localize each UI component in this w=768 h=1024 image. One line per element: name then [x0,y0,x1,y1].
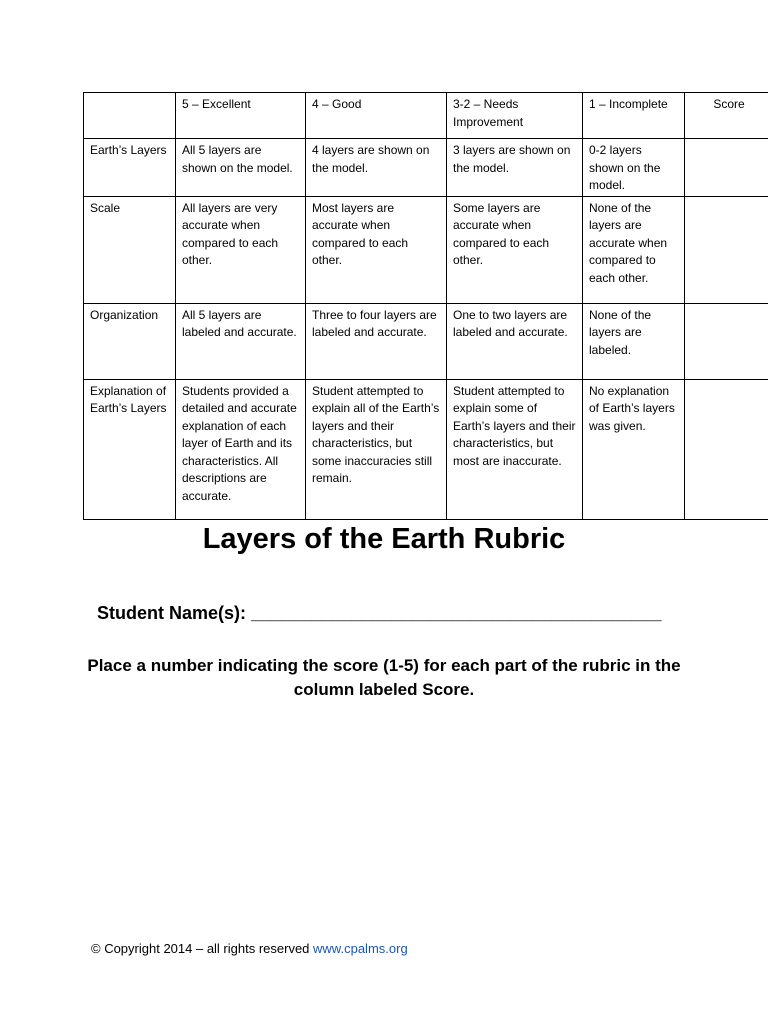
rubric-cell: Three to four layers are labeled and accurate. [306,303,447,379]
footer [91,941,408,956]
criterion-cell: Earth’s Layers [84,139,176,197]
criterion-cell: Explanation of Earth’s Layers [84,379,176,519]
table-row [84,139,768,197]
page-title: Layers of the Earth Rubric [202,523,566,555]
header-needs-improvement: 3-2 – Needs Improvement [447,93,583,139]
rubric-cell: Most layers are accurate when compared to each other. [306,196,447,303]
student-name-label: Student Name(s): _________________________________________ [97,603,662,623]
score-cell[interactable] [685,303,768,379]
rubric-cell: All 5 layers are labeled and accurate. [176,303,306,379]
cpalms-link[interactable]: www.cpalms.org [313,941,408,956]
instructions-text: Place a number indicating the score (1-5) for each part of the rubric in the column labeled Score. [87,656,681,699]
rubric-cell: 4 layers are shown on the model. [306,139,447,197]
rubric-cell: All layers are very accurate when compared to each other. [176,196,306,303]
rubric-cell: No explanation of Earth’s layers was given. [583,379,685,519]
rubric-cell: Students provided a detailed and accurate explanation of each layer of Earth and its characteristics. All descriptions are accurate. [176,379,306,519]
table-row [84,379,768,519]
rubric-cell: None of the layers are accurate when compared to each other. [583,196,685,303]
header-row [84,93,768,139]
criterion-cell: Organization [84,303,176,379]
score-cell[interactable] [685,196,768,303]
rubric-cell: None of the layers are labeled. [583,303,685,379]
rubric-cell: One to two layers are labeled and accurate. [447,303,583,379]
table-row [84,196,768,303]
copyright-text: © Copyright 2014 – all rights reserved [91,941,314,956]
header-incomplete: 1 – Incomplete [583,93,685,139]
header-good: 4 – Good [306,93,447,139]
rubric-cell: 0-2 layers shown on the model. [583,139,685,197]
header-excellent: 5 – Excellent [176,93,306,139]
header-score: Score [685,93,768,139]
table-row [84,303,768,379]
rubric-cell: All 5 layers are shown on the model. [176,139,306,197]
rubric-table [83,92,768,520]
rubric-cell: Some layers are accurate when compared to each other. [447,196,583,303]
score-cell[interactable] [685,379,768,519]
rubric-cell: 3 layers are shown on the model. [447,139,583,197]
score-cell[interactable] [685,139,768,197]
criterion-cell: Scale [84,196,176,303]
rubric-cell: Student attempted to explain all of the Earth’s layers and their characteristics, but some inaccuracies still remain. [306,379,447,519]
rubric-cell: Student attempted to explain some of Earth’s layers and their characteristics, but most are inaccurate. [447,379,583,519]
header-criterion [84,93,176,139]
